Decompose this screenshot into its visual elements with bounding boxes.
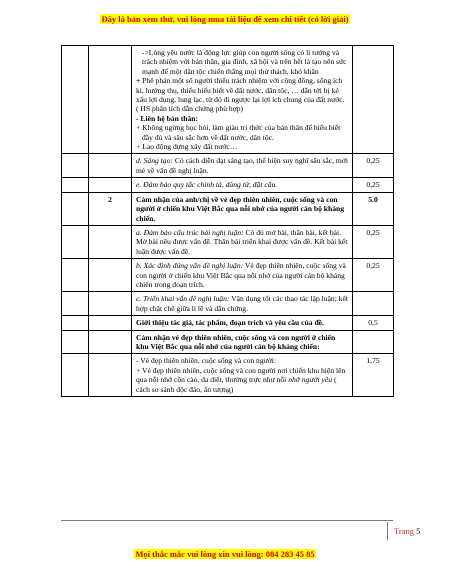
- self-link-item: + Lao động dựng xây đất nước…: [136, 142, 238, 152]
- table-row: [62, 330, 394, 354]
- page-number: [387, 522, 420, 540]
- contact-text: Mọi thắc mắc vui lòng xin vui lòng: 084 283 45 85: [135, 549, 315, 559]
- table-row: [62, 354, 394, 397]
- self-link-heading: - Liên hệ bản thân:: [136, 113, 199, 123]
- contact-line: [0, 549, 450, 559]
- table-row: [62, 178, 394, 192]
- evidence-note: ( HS phân tích dẫn chứng phù hợp): [136, 104, 244, 114]
- preview-banner-text: Đây là bản xem thử, vui lòng mua tài liệu để xem chi tiết (có lời giải): [101, 14, 349, 24]
- score-cell: 5.0: [353, 192, 394, 225]
- grading-table: [61, 45, 394, 397]
- content-line: + Vẻ đẹp thiên nhiên, cuộc sống và con người nơi chiến khu hiện lên qua nỗi nhớ cồn cào, da diết, thường trực như nỗi nhớ người yêu ( cách so sánh độc đáo, ấn tượng): [136, 365, 346, 394]
- footer-divider: [61, 520, 393, 521]
- content-line: - Vẻ đẹp thiên nhiên, cuộc sống và con người:: [136, 356, 277, 366]
- issue-criterion: b. Xác định đúng vấn đề nghị luận: Vẻ đẹp thiên nhiên, cuộc sống và con người ở chiến khu Việt Bắc qua nỗi nhớ của người cán bộ kháng chiến trong đoạn trích.: [132, 259, 353, 292]
- page-number-value: 5: [416, 526, 421, 536]
- score-cell: 0,5: [353, 316, 394, 330]
- table-row: [62, 316, 394, 330]
- creativity-criterion: d. Sáng tạo: Có cách diễn đạt sáng tạo, thể hiện suy nghĩ sâu sắc, mới mẻ về vấn đề nghị luận.: [132, 154, 353, 178]
- table-row: [62, 292, 394, 316]
- score-cell: 1,75: [353, 354, 394, 397]
- structure-criterion: a. Đảm bảo cấu trúc bài nghị luận: Có đủ mở bài, thân bài, kết bài. Mở bài nêu được vấn đề. Thân bài triển khai được vấn đề. Kết bài kết luận được vấn đề.: [132, 225, 353, 258]
- critique-paragraph: + Phê phán một số người thiếu trách nhiệm với cộng đồng, sống ích kỉ, hưởng thụ, thiếu hiểu biết về đất nước, dân tộc, … dẫn tới bị kẻ xấu lợi dụng, lung lạc, từ đó đi ngược lại lợi ích chung của đất nước.: [136, 76, 345, 105]
- patriotism-content: [132, 46, 353, 154]
- table-row: [62, 154, 394, 178]
- develop-criterion: c. Triển khai vấn đề nghị luận: Vận dụng tốt các thao tác lập luận; kết hợp chặt chẽ giữa lí lẽ và dẫn chứng.: [132, 292, 353, 316]
- preview-banner: [0, 14, 450, 24]
- question-number: 2: [89, 192, 132, 225]
- score-cell: 0,25: [353, 154, 394, 178]
- table-row: [62, 192, 394, 225]
- page-label: Trang: [394, 526, 414, 536]
- score-cell: 0,25: [353, 225, 394, 258]
- question-prompt: Cảm nhận của anh/chị về vẻ đẹp thiên nhiên, cuộc sống và con người ở chiến khu Việt Bắc qua nỗi nhớ của người cán bộ kháng chiến.: [132, 192, 353, 225]
- spelling-criterion: e. Đảm bảo quy tắc chính tả, dùng từ, đặt câu.: [132, 178, 353, 192]
- table-row: [62, 46, 394, 154]
- table-row: [62, 225, 394, 258]
- score-cell: 0,25: [353, 259, 394, 292]
- table-row: [62, 259, 394, 292]
- intro-criterion: Giới thiệu tác giả, tác phẩm, đoạn trích và yêu cầu của đề.: [132, 316, 353, 330]
- self-link-item: + Không ngừng học hỏi, làm giàu tri thức của bản thân để hiểu biết đầy đủ và sâu sắc hơn về đất nước, dân tộc.: [136, 123, 341, 142]
- content-line: ->Lòng yêu nước là động lực giúp con người sống có lí tưởng và trách nhiệm với bản thân, gia đình, xã hội và trên hết là tạo nên sức mạnh để một dân tộc chiến thắng mọi thử thách, khó khăn: [142, 48, 347, 76]
- beauty-content: [132, 354, 353, 397]
- beauty-heading: Cảm nhận vẻ đẹp thiên nhiên, cuộc sống và con người ở chiến khu Việt Bắc qua nỗi nhớ của người cán bộ kháng chiến:: [132, 330, 353, 354]
- score-cell: 0,25: [353, 178, 394, 192]
